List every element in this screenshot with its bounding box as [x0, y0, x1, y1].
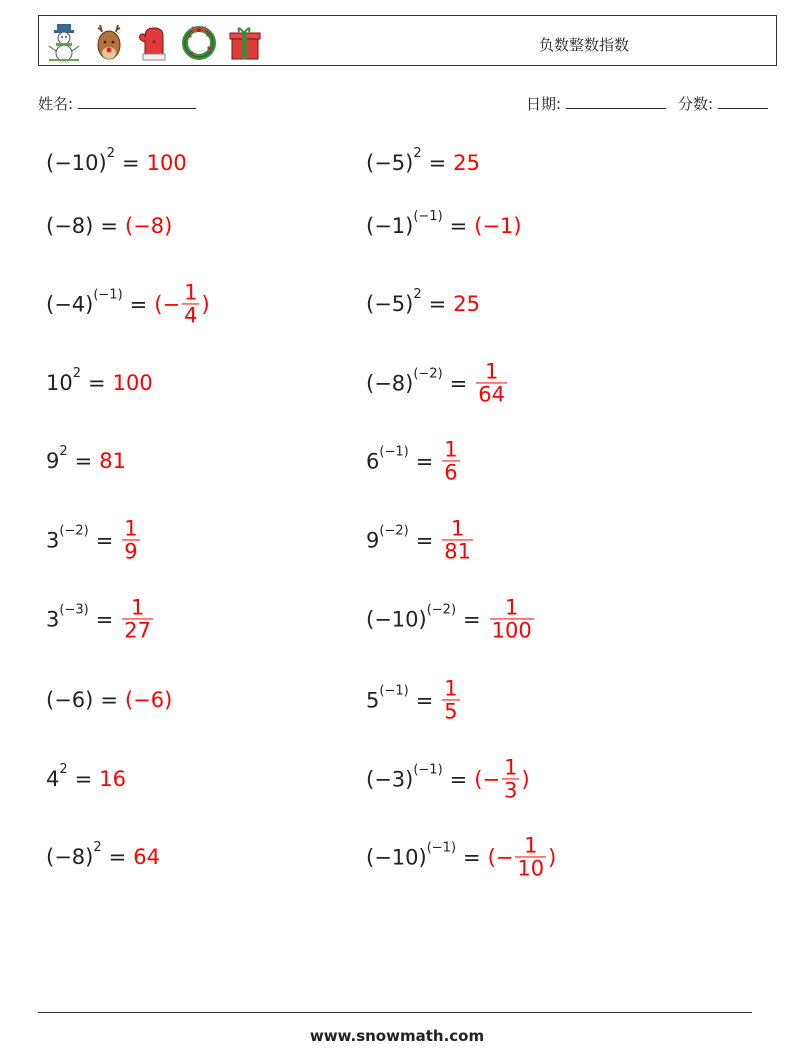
problem-item: 3 $^{(-2)}$ = $\frac{1}{9}$	[46, 517, 142, 562]
problem-base: (−10)	[366, 607, 427, 631]
answer	[120, 517, 141, 562]
answer-fraction	[122, 596, 153, 641]
equals-sign: =	[88, 371, 106, 395]
fraction-numerator: 1	[504, 595, 519, 620]
problem-base: 5	[366, 688, 380, 712]
fraction-numerator: 1	[450, 516, 465, 541]
date-field	[526, 93, 666, 114]
fraction-denominator: 5	[444, 699, 458, 724]
answer-fraction	[442, 517, 473, 562]
problem-item	[46, 688, 172, 712]
worksheet-title: 负数整数指数	[539, 36, 630, 54]
equals-sign: =	[428, 151, 447, 175]
problem-item: 6 $^{(-1)}$ = $\frac{1}{6}$	[366, 438, 462, 483]
equals-sign: =	[463, 607, 481, 631]
date-label: 日期:	[526, 95, 562, 113]
problem-base: (−8)	[366, 371, 414, 395]
answer	[440, 677, 461, 722]
reindeer-icon	[90, 22, 128, 62]
fraction-numerator: 1	[524, 833, 538, 858]
answer	[474, 214, 521, 238]
score-label: 分数:	[678, 95, 714, 113]
equals-sign: =	[449, 371, 468, 395]
problem-base: 10	[46, 371, 73, 395]
answer-value: 25	[453, 151, 480, 175]
fraction-numerator: 1	[184, 280, 198, 305]
equals-sign: =	[449, 767, 468, 791]
answer-fraction	[502, 756, 519, 801]
answer	[120, 596, 155, 641]
fraction-numerator: 1	[504, 755, 518, 780]
problem-item: (−10) $^{(-1)}$ = (− $\frac{1}{10}$ )	[366, 833, 557, 881]
answer	[125, 688, 172, 712]
answer-value: 81	[99, 449, 126, 473]
problem-base: (−1)	[366, 214, 414, 238]
problem-base: 9	[46, 449, 60, 473]
equals-sign: =	[415, 528, 434, 552]
problem-item: (−10) $^2$ = 100	[46, 146, 187, 175]
problem-base: (−10)	[366, 845, 427, 869]
answer-fraction	[442, 677, 459, 722]
problem-base: (−8)	[46, 845, 94, 869]
answer	[99, 767, 126, 791]
fraction-numerator: 1	[444, 676, 458, 701]
answer-value: 100	[112, 371, 153, 395]
problem-item	[46, 214, 172, 238]
answer-value: 64	[133, 845, 160, 869]
problem-item: (−5) $^2$ = 25	[366, 287, 480, 316]
footer-divider	[38, 1012, 752, 1013]
problem-base: 6	[366, 449, 380, 473]
answer-value: 16	[99, 767, 126, 791]
fraction-numerator: 1	[124, 516, 138, 541]
name-field	[38, 93, 196, 114]
problem-item: (−4) $^{(-1)}$ = (− $\frac{1}{4}$ )	[46, 280, 210, 328]
equals-sign: =	[463, 845, 481, 869]
answer-fraction	[442, 438, 459, 483]
fraction-denominator: 3	[504, 778, 518, 803]
answer-value: 25	[453, 292, 480, 316]
equals-sign: =	[74, 767, 93, 791]
problem-base: 4	[46, 767, 60, 791]
problem-item: 3 $^{(-3)}$ = $\frac{1}{27}$	[46, 596, 155, 641]
answer-fraction	[515, 834, 546, 879]
footer-url: www.snowmath.com	[309, 1027, 485, 1045]
fraction-denominator: 6	[444, 460, 458, 485]
equals-sign: =	[129, 292, 148, 316]
answer	[99, 449, 126, 473]
problem-item: (−8) $^{(-2)}$ = $\frac{1}{64}$	[366, 360, 509, 405]
equals-sign: =	[415, 688, 434, 712]
answer	[440, 438, 461, 483]
answer-fraction	[490, 596, 534, 641]
problem-base: 3	[46, 607, 60, 631]
problem-item: (−8) $^2$ = 64	[46, 840, 160, 869]
answer	[488, 834, 557, 879]
fraction-numerator: 1	[444, 437, 458, 462]
problem-item: (−10) $^{(-2)}$ = $\frac{1}{100}$	[366, 596, 536, 641]
gift-icon	[225, 22, 263, 62]
fraction-denominator: 100	[491, 618, 532, 643]
problem-base: (−6)	[46, 688, 94, 712]
problem-item: 5 $^{(-1)}$ = $\frac{1}{5}$	[366, 677, 462, 722]
problem-item: (−1) $^{(-1)}$ = (−1)	[366, 209, 522, 238]
answer	[488, 596, 536, 641]
fraction-denominator: 64	[478, 382, 505, 407]
fraction-denominator: 9	[124, 539, 138, 564]
answer	[453, 151, 480, 175]
problem-item: 9 $^2$ = 81	[46, 444, 126, 473]
problem-base: (−10)	[46, 151, 107, 175]
answer	[133, 845, 160, 869]
fraction-denominator: 81	[444, 539, 472, 564]
equals-sign: =	[95, 528, 114, 552]
equals-sign: =	[74, 449, 93, 473]
answer-fraction	[182, 281, 199, 326]
answer-value: 100	[146, 151, 187, 175]
answer	[440, 517, 475, 562]
problem-item: (−3) $^{(-1)}$ = (− $\frac{1}{3}$ )	[366, 755, 530, 803]
answer	[474, 360, 509, 405]
fraction-numerator: 1	[484, 359, 499, 384]
answer	[113, 371, 153, 395]
equals-sign: =	[428, 292, 447, 316]
problem-item: 4 $^2$ = 16	[46, 762, 126, 791]
problem-item: 10 $^2$ = 100	[46, 366, 153, 395]
problem-base: (−5)	[366, 151, 414, 175]
date-blank	[566, 94, 666, 109]
answer-suffix: )	[548, 845, 557, 869]
equals-sign: =	[95, 607, 114, 631]
problem-base: 3	[46, 528, 60, 552]
fraction-numerator: 1	[130, 595, 145, 620]
answer-fraction	[122, 517, 139, 562]
score-blank	[718, 94, 768, 109]
problem-base: (−4)	[46, 292, 94, 316]
answer-prefix: (−	[487, 845, 514, 869]
problem-item: 9 $^{(-2)}$ = $\frac{1}{81}$	[366, 517, 475, 562]
equals-sign: =	[415, 449, 434, 473]
problem-base: (−5)	[366, 292, 414, 316]
mitten-icon	[135, 22, 173, 62]
equals-sign: =	[121, 151, 140, 175]
problem-item: (−5) $^2$ = 25	[366, 146, 480, 175]
answer-value: (−6)	[124, 688, 173, 712]
answer-value: (−1)	[474, 214, 522, 238]
svg-text:*: *	[152, 39, 156, 48]
fraction-denominator: 27	[124, 618, 152, 643]
answer	[125, 214, 172, 238]
fraction-denominator: 4	[184, 303, 198, 328]
equals-sign: =	[449, 214, 468, 238]
answer-prefix: (−	[154, 292, 181, 316]
problem-base: 9	[366, 528, 380, 552]
score-field	[678, 93, 768, 114]
answer-fraction	[476, 360, 507, 405]
equals-sign: =	[108, 845, 127, 869]
answer-value: (−8)	[124, 214, 173, 238]
answer	[474, 756, 529, 801]
problem-base: (−8)	[46, 214, 94, 238]
name-label: 姓名:	[38, 95, 74, 113]
answer	[453, 292, 480, 316]
fraction-denominator: 10	[517, 856, 545, 881]
answer-suffix: )	[201, 292, 210, 316]
wreath-icon	[180, 22, 218, 62]
icon-row	[45, 22, 263, 62]
problem-base: (−3)	[366, 767, 414, 791]
answer	[147, 151, 187, 175]
worksheet-header	[38, 15, 777, 66]
name-blank	[78, 94, 196, 109]
snowman-icon	[45, 22, 83, 62]
answer	[154, 281, 209, 326]
answer-prefix: (−	[474, 767, 501, 791]
equals-sign: =	[100, 688, 118, 712]
equals-sign: =	[100, 214, 118, 238]
answer-suffix: )	[521, 767, 530, 791]
